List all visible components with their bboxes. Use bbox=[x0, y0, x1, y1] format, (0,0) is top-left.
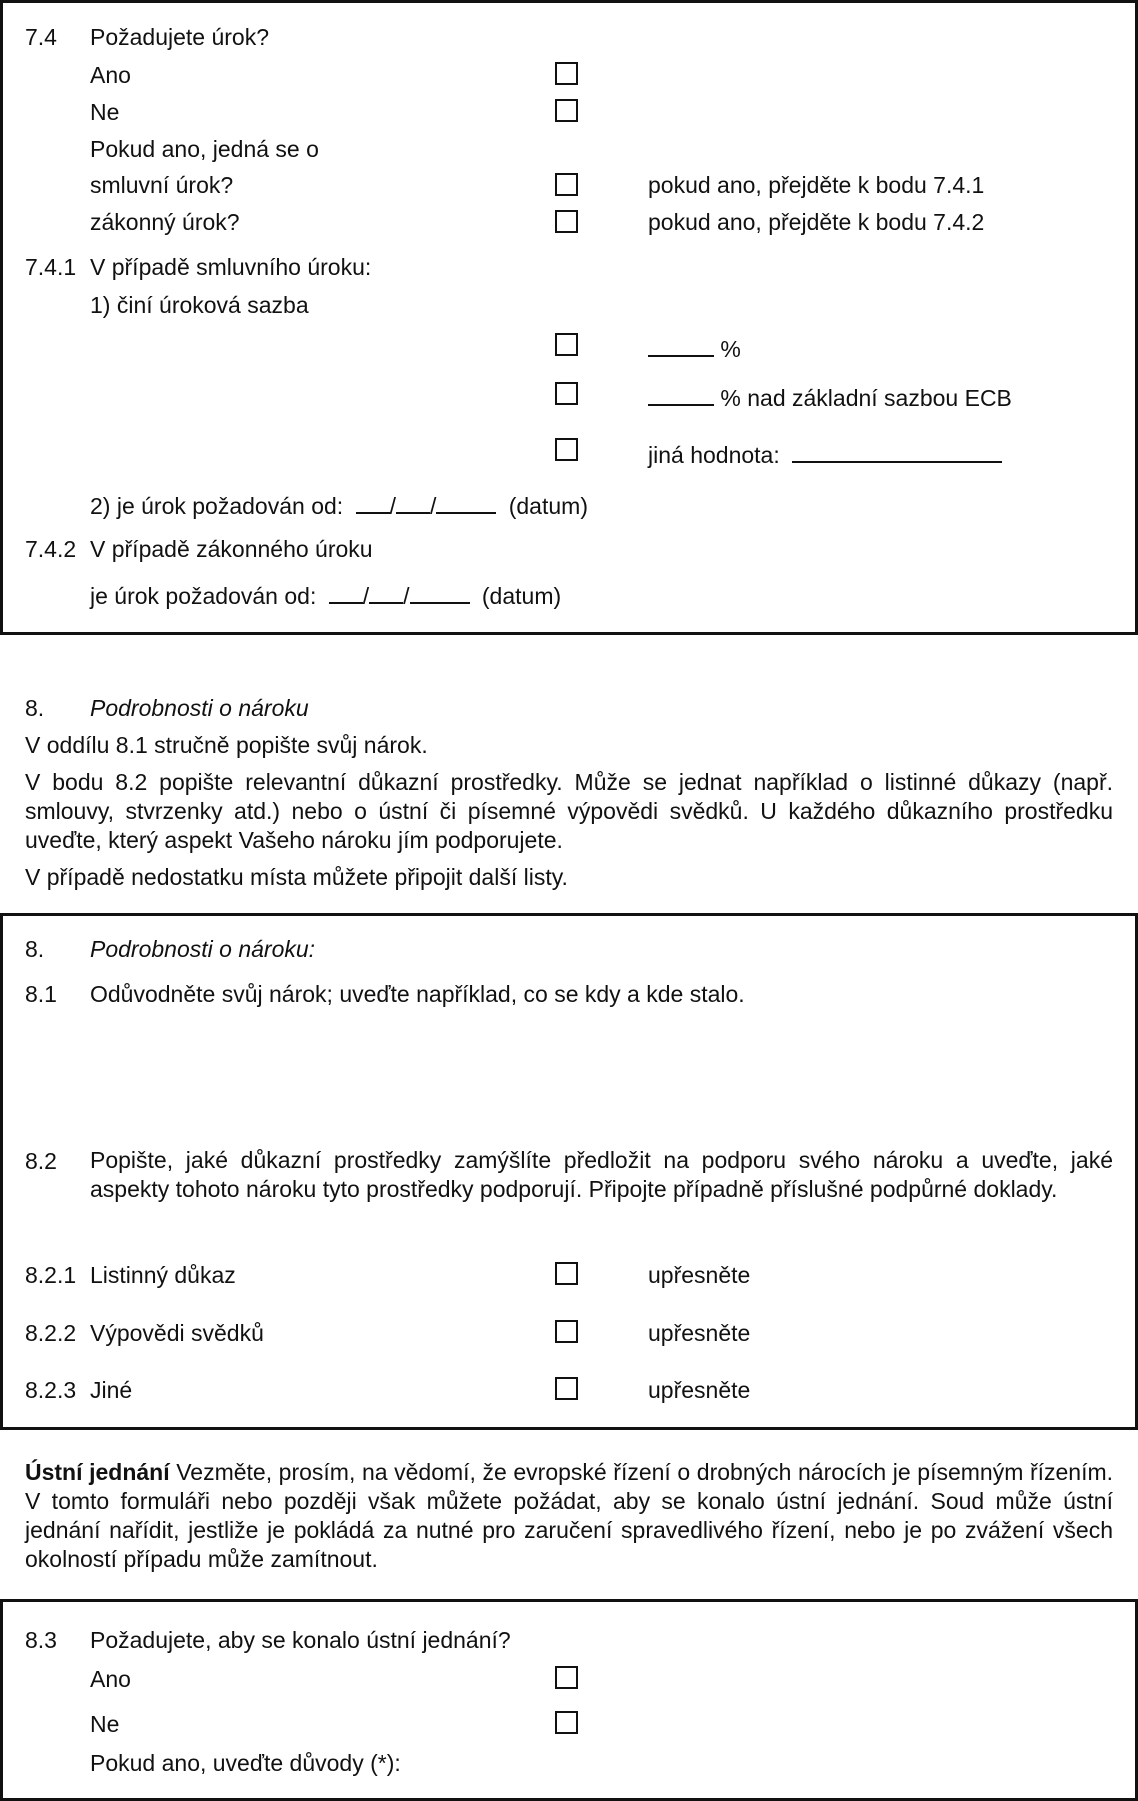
oral-hearing-note bbox=[25, 1458, 1113, 1574]
contractual-interest-note: pokud ano, přejděte k bodu 7.4.1 bbox=[648, 172, 985, 198]
instructions-8-line1: V oddílu 8.1 stručně popište svůj nárok. bbox=[25, 732, 428, 758]
statutory-date-month[interactable] bbox=[369, 582, 403, 604]
rate-percent-row bbox=[648, 335, 741, 361]
oral-hearing-no-label: Ne bbox=[90, 1711, 120, 1737]
section-7-4-1-title: V případě smluvního úroku: bbox=[90, 254, 372, 280]
date-separator: / bbox=[389, 493, 396, 519]
oral-hearing-yes-checkbox[interactable] bbox=[555, 1666, 578, 1689]
date-separator: / bbox=[362, 583, 370, 609]
section-8-1-text: Odůvodněte svůj nárok; uveďte například, co se kdy a kde stalo. bbox=[90, 981, 745, 1007]
rate-ecb-blank[interactable] bbox=[648, 384, 714, 406]
instructions-8-title: Podrobnosti o nároku bbox=[90, 695, 309, 721]
instructions-8-paragraph: V bodu 8.2 popište relevantní důkazní prostředky. Může se jednat například o listinné důkazy (např. smlouvy, stvrzenky atd.) nebo o ústní či písemné výpovědi svědků. U každého důkazního prostředku uveďte, který aspekt Vašeho nároku jím podporujete. bbox=[25, 769, 1113, 853]
section-8-title: Podrobnosti o nároku: bbox=[90, 936, 316, 962]
section-8-number: 8. bbox=[25, 936, 45, 962]
contractual-interest-checkbox[interactable] bbox=[555, 173, 578, 196]
evidence-2-label: Výpovědi svědků bbox=[90, 1320, 264, 1346]
section-8-2-text: Popište, jaké důkazní prostředky zamýšlíte předložit na podporu svého nároku a uveďte, jaké aspekty tohoto nároku tyto prostředky podporují. Připojte případně příslušné podpůrné doklady. bbox=[90, 1147, 1113, 1202]
statutory-date-label: je úrok požadován od: bbox=[90, 583, 317, 609]
section-8-1-number: 8.1 bbox=[25, 981, 57, 1007]
rate-ecb-checkbox[interactable] bbox=[555, 382, 578, 405]
section-8-3-number: 8.3 bbox=[25, 1627, 57, 1653]
interest-rate-label: 1) činí úroková sazba bbox=[90, 292, 309, 318]
statutory-interest-note: pokud ano, přejděte k bodu 7.4.2 bbox=[648, 209, 985, 235]
contractual-interest-label: smluvní úrok? bbox=[90, 172, 234, 198]
oral-hearing-note-text: Vezměte, prosím, na vědomí, že evropské řízení o drobných nárocích je písemným řízením. V tomto formuláři nebo později však můžete požádat, aby se konalo ústní jednání. Soud může ústní jednání nařídit, jestliže je pokládá za nutné pro zaručení spravedlivého řízení, nebo je po zvážení všech okolností případu může zamítnout. bbox=[25, 1459, 1114, 1572]
section-7-4-number: 7.4 bbox=[25, 24, 57, 50]
oral-hearing-reasons-label: Pokud ano, uveďte důvody (*): bbox=[90, 1750, 401, 1776]
section-7-4-2-title: V případě zákonného úroku bbox=[90, 536, 373, 562]
statutory-interest-label: zákonný úrok? bbox=[90, 209, 240, 235]
evidence-3-label: Jiné bbox=[90, 1377, 133, 1403]
rate-percent-checkbox[interactable] bbox=[555, 333, 578, 356]
statutory-interest-checkbox[interactable] bbox=[555, 210, 578, 233]
evidence-2-specify: upřesněte bbox=[648, 1320, 751, 1346]
evidence-2-checkbox[interactable] bbox=[555, 1320, 578, 1343]
rate-other-label: jiná hodnota: bbox=[648, 442, 780, 468]
interest-no-label: Ne bbox=[90, 99, 120, 125]
rate-percent-label: % bbox=[720, 336, 741, 362]
contractual-date-year[interactable] bbox=[436, 492, 496, 514]
date-hint: (datum) bbox=[481, 583, 562, 609]
statutory-date-day[interactable] bbox=[329, 582, 363, 604]
interest-yes-checkbox[interactable] bbox=[555, 62, 578, 85]
evidence-1-number: 8.2.1 bbox=[25, 1262, 77, 1288]
section-7-4-2-number: 7.4.2 bbox=[25, 536, 77, 562]
section-8-2-number: 8.2 bbox=[25, 1148, 57, 1174]
instructions-8-number: 8. bbox=[25, 695, 45, 721]
interest-yes-label: Ano bbox=[90, 62, 131, 88]
section-8-3-question: Požadujete, aby se konalo ústní jednání? bbox=[90, 1627, 511, 1653]
oral-hearing-no-checkbox[interactable] bbox=[555, 1711, 578, 1734]
contractual-date-row bbox=[90, 492, 588, 518]
oral-hearing-note-title: Ústní jednání bbox=[25, 1459, 170, 1485]
section-7-4-question: Požadujete úrok? bbox=[90, 24, 270, 50]
oral-hearing-yes-label: Ano bbox=[90, 1666, 131, 1692]
rate-other-checkbox[interactable] bbox=[555, 438, 578, 461]
evidence-3-checkbox[interactable] bbox=[555, 1377, 578, 1400]
date-separator: / bbox=[403, 583, 410, 609]
contractual-date-label: 2) je úrok požadován od: bbox=[90, 493, 344, 519]
evidence-3-number: 8.2.3 bbox=[25, 1377, 77, 1403]
evidence-2-number: 8.2.2 bbox=[25, 1320, 77, 1346]
date-hint: (datum) bbox=[508, 493, 588, 519]
interest-no-checkbox[interactable] bbox=[555, 99, 578, 122]
evidence-3-specify: upřesněte bbox=[648, 1377, 751, 1403]
statutory-date-row bbox=[90, 582, 561, 608]
statutory-date-year[interactable] bbox=[410, 582, 470, 604]
interest-type-prompt: Pokud ano, jedná se o bbox=[90, 136, 319, 162]
section-7-4-1-number: 7.4.1 bbox=[25, 254, 77, 280]
rate-ecb-row bbox=[648, 384, 1012, 410]
instructions-8-line3: V případě nedostatku místa můžete připojit další listy. bbox=[25, 864, 568, 890]
rate-ecb-label: % nad základní sazbou ECB bbox=[720, 385, 1012, 411]
evidence-1-label: Listinný důkaz bbox=[90, 1262, 236, 1288]
rate-other-row bbox=[648, 441, 1002, 467]
rate-percent-blank[interactable] bbox=[648, 335, 714, 357]
date-separator: / bbox=[429, 493, 437, 519]
contractual-date-month[interactable] bbox=[396, 492, 430, 514]
evidence-1-checkbox[interactable] bbox=[555, 1262, 578, 1285]
evidence-1-specify: upřesněte bbox=[648, 1262, 751, 1288]
contractual-date-day[interactable] bbox=[356, 492, 390, 514]
rate-other-blank[interactable] bbox=[792, 441, 1002, 463]
